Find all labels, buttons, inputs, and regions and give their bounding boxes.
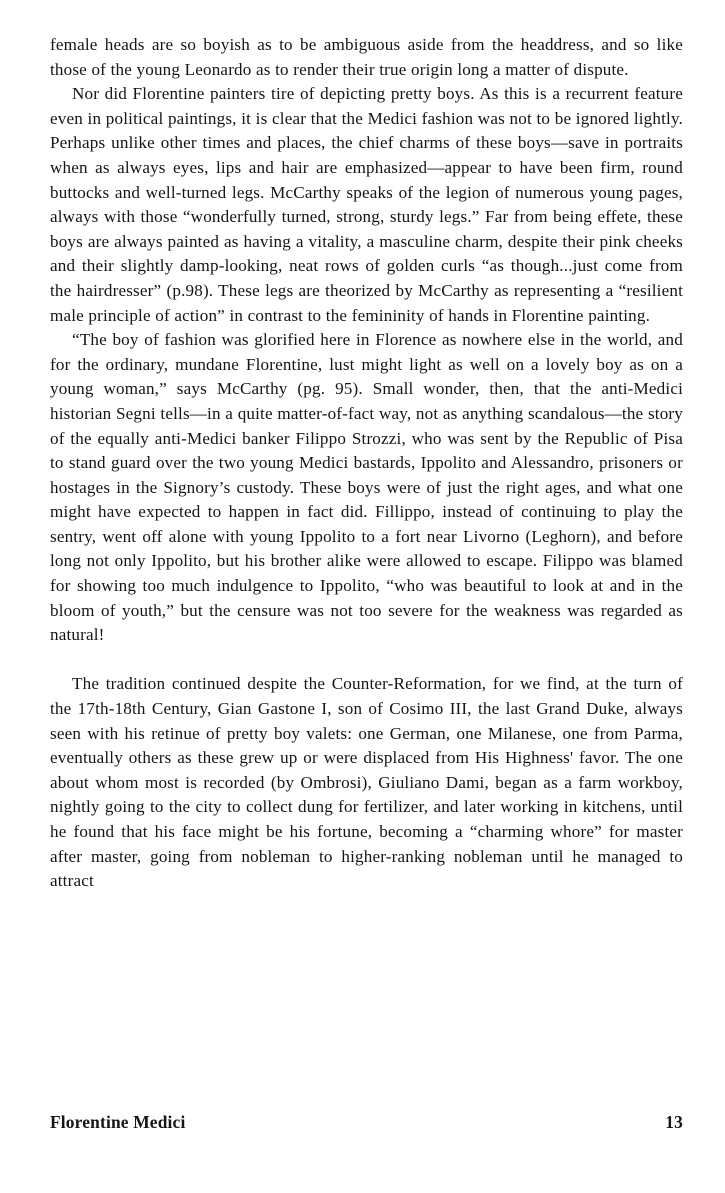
body-paragraph: “The boy of fashion was glorified here in Florence as nowhere else in the world, and for the ordinary, mundane Florentine, lust might light as well on a lovely boy as on a young woman,” says McCarthy (pg. 95). Small wonder, then, that the anti-Medici historian Segni tells—in a quite matter-of-fact way, not as anything scandalous—the story of the equally anti-Medici banker Filippo Strozzi, who was sent by the Republic of Pisa to stand guard over the two young Medici bastards, Ippolito and Alessandro, prisoners or hostages in the Signory’s custody. These boys were of just the right ages, and what one might have expected to happen in fact did. Fillippo, instead of continuing to play the sentry, went off alone with young Ippolito to a fort near Livorno (Leghorn), and before long not only Ippolito, but his brother alike were allowed to escape. Filippo was blamed for showing too much indulgence to Ippolito, “who was beautiful to look at and in the bloom of youth,” but the censure was not too severe for the weakness was regarded as natural! bbox=[50, 330, 683, 645]
body-paragraph: female heads are so boyish as to be ambiguous aside from the headdress, and so like those of the young Leonardo as to render their true origin long a matter of dispute. bbox=[50, 35, 683, 79]
body-paragraph: Nor did Florentine painters tire of depicting pretty boys. As this is a recurrent feature even in political paintings, it is clear that the Medici fashion was not to be ignored lightly. Perhaps unlike other times and places, the chief charms of these boys—save in portraits when as always eyes, lips and hair are emphasized—appear to have been firm, round buttocks and well-turned legs. McCarthy speaks of the legion of numerous young pages, always with those “wonderfully turned, strong, sturdy legs.” Far from being effete, these boys are always painted as having a vitality, a masculine charm, despite their pink cheeks and their slightly damp-looking, neat rows of golden curls “as though...just come from the hairdresser” (p.98). These legs are theorized by McCarthy as representing a “resilient male principle of action” in contrast to the femininity of hands in Florentine painting. bbox=[50, 84, 683, 325]
running-head: Florentine Medici bbox=[50, 1112, 186, 1132]
page-number: 13 bbox=[665, 1112, 683, 1132]
body-paragraph: The tradition continued despite the Counter-Reformation, for we find, at the turn of the 17th-18th Century, Gian Gastone I, son of Cosimo III, the last Grand Duke, always seen with his retinue of pretty boy valets: one German, one Milanese, one from Parma, eventually others as these grew up or were displaced from His Highness' favor. The one about whom most is recorded (by Ombrosi), Giuliano Dami, began as a farm workboy, nightly going to the city to collect dung for fertilizer, and later working in kitchens, until he found that his face might be his fortune, becoming a “charming whore” for master after master, going from nobleman to higher-ranking nobleman until he managed to attract bbox=[50, 674, 683, 891]
page-footer bbox=[50, 1112, 683, 1133]
body-text-column bbox=[50, 33, 683, 894]
